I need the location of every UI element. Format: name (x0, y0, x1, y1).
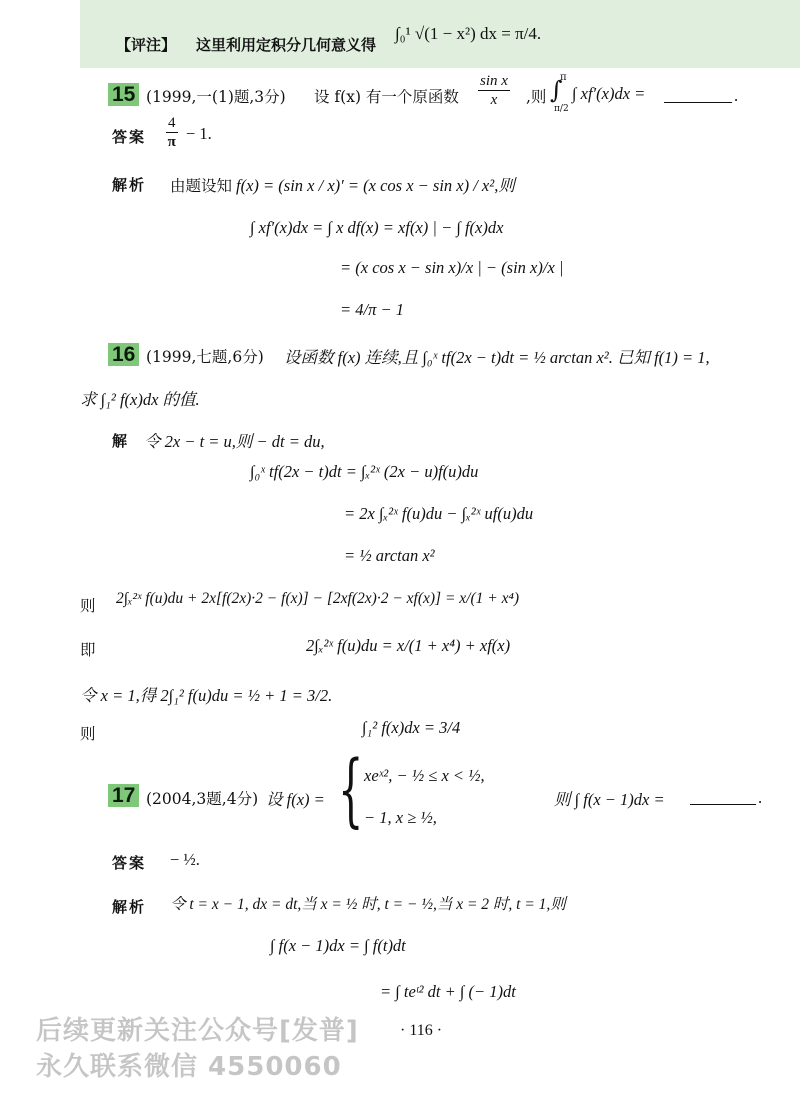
q15-analysis-eq1: f(x) = (sin x / x)′ = (x cos x − sin x) / x²,则 (236, 176, 515, 195)
q15-lower-limit: π/2 (554, 104, 569, 114)
q15-answer-numerator: 4 (168, 115, 176, 131)
integral-sign: ∫ (550, 76, 563, 104)
answer-blank (664, 102, 732, 103)
q16-result: ∫₁² f(x)dx = 3/4 (362, 718, 461, 737)
page-number: · 116 · (400, 1022, 443, 1039)
q17-case2: − 1, x ≥ ½, (364, 808, 437, 827)
q15-answer-fraction (166, 114, 178, 151)
q16-stem-line2: 求 ∫₁² f(x)dx 的值. (80, 390, 200, 409)
q16-then2-label: 则 (80, 725, 96, 743)
question-number-16: 16 (108, 343, 139, 366)
q17-period: . (758, 788, 763, 807)
q17-tail: 则 ∫ f(x − 1)dx = (554, 790, 665, 809)
answer-blank (690, 804, 756, 805)
q16-step2: = 2x ∫ₓ²ˣ f(u)du − ∫ₓ²ˣ uf(u)du (344, 504, 534, 523)
q16-ie-equation: 2∫ₓ²ˣ f(u)du = x/(1 + x⁴) + xf(x) (306, 636, 511, 655)
q17-line2: = ∫ teᵗ² dt + ∫ (− 1)dt (380, 982, 516, 1001)
q17-line1: ∫ f(x − 1)dx = ∫ f(t)dt (270, 936, 406, 955)
q15-fn-fraction (478, 72, 510, 109)
q16-stem: 设函数 f(x) 连续,且 ∫₀ˣ tf(2x − t)dt = ½ arctan x². 已知 f(1) = 1, (284, 348, 710, 367)
q15-analysis-intro: 由题设知 (170, 177, 233, 195)
note-formula: ∫₀¹ √(1 − x²) dx = π/4. (395, 24, 542, 43)
q15-integral: ∫ xf′(x)dx = (572, 84, 646, 103)
q17-answer-label: 答案 (112, 854, 147, 872)
q15-answer-tail: − 1. (186, 124, 212, 143)
q17-analysis-label: 解析 (112, 898, 147, 916)
q16-source: (1999,七题,6分) (146, 348, 264, 366)
q15-answer-denominator: π (167, 134, 176, 150)
q15-analysis-label: 解析 (112, 176, 147, 194)
q16-then-equation: 2∫ₓ²ˣ f(u)du + 2x[f(2x)·2 − f(x)] − [2xf(2x)·2 − xf(x)] = x/(1 + x⁴) (116, 590, 520, 607)
q17-analysis: 令 t = x − 1, dx = dt,当 x = ½ 时, t = − ½,当 x = 2 时, t = 1,则 (170, 896, 566, 913)
watermark-line1: 后续更新关注公众号[发普] (36, 1016, 359, 1046)
q15-stem-tail: ,则 (526, 88, 547, 106)
q15-answer-label: 答案 (112, 128, 147, 146)
note-text: 这里利用定积分几何意义得 (196, 36, 377, 54)
q16-then-label: 则 (80, 597, 96, 615)
q16-solution-intro: 令 2x − t = u,则 − dt = du, (144, 432, 325, 451)
q16-solution-label: 解 (112, 432, 130, 450)
q15-line1: ∫ xf′(x)dx = ∫ x df(x) = xf(x) | − ∫ f(x)dx (250, 218, 504, 237)
q15-fn-numerator: sin x (480, 73, 508, 89)
brace-icon: { (338, 743, 364, 836)
q15-period: . (734, 86, 739, 105)
question-number-15: 15 (108, 83, 139, 106)
q15-line3: = 4/π − 1 (340, 300, 404, 319)
q15-upper-limit: π (560, 72, 567, 83)
note-label: 【评注】 (116, 36, 177, 54)
q17-stem: 设 f(x) = (266, 790, 325, 809)
q16-let-line: 令 x = 1,得 2∫₁² f(u)du = ½ + 1 = 3/2. (80, 686, 333, 705)
q15-fn-denominator: x (490, 92, 498, 108)
q17-case1: xeˣ², − ½ ≤ x < ½, (364, 766, 485, 785)
q15-source: (1999,一(1)题,3分) (146, 88, 286, 106)
q15-line2: = (x cos x − sin x)/x | − (sin x)/x | (340, 258, 564, 277)
question-number-17: 17 (108, 784, 139, 807)
q17-source: (2004,3题,4分) (146, 790, 259, 808)
q16-ie-label: 即 (80, 641, 96, 659)
q17-answer: − ½. (170, 850, 200, 869)
q16-step3: = ½ arctan x² (344, 546, 435, 565)
watermark-line2: 永久联系微信 4550060 (36, 1052, 342, 1082)
q15-stem: 设 f(x) 有一个原函数 (314, 88, 459, 106)
q16-step1: ∫₀ˣ tf(2x − t)dt = ∫ₓ²ˣ (2x − u)f(u)du (250, 462, 479, 481)
